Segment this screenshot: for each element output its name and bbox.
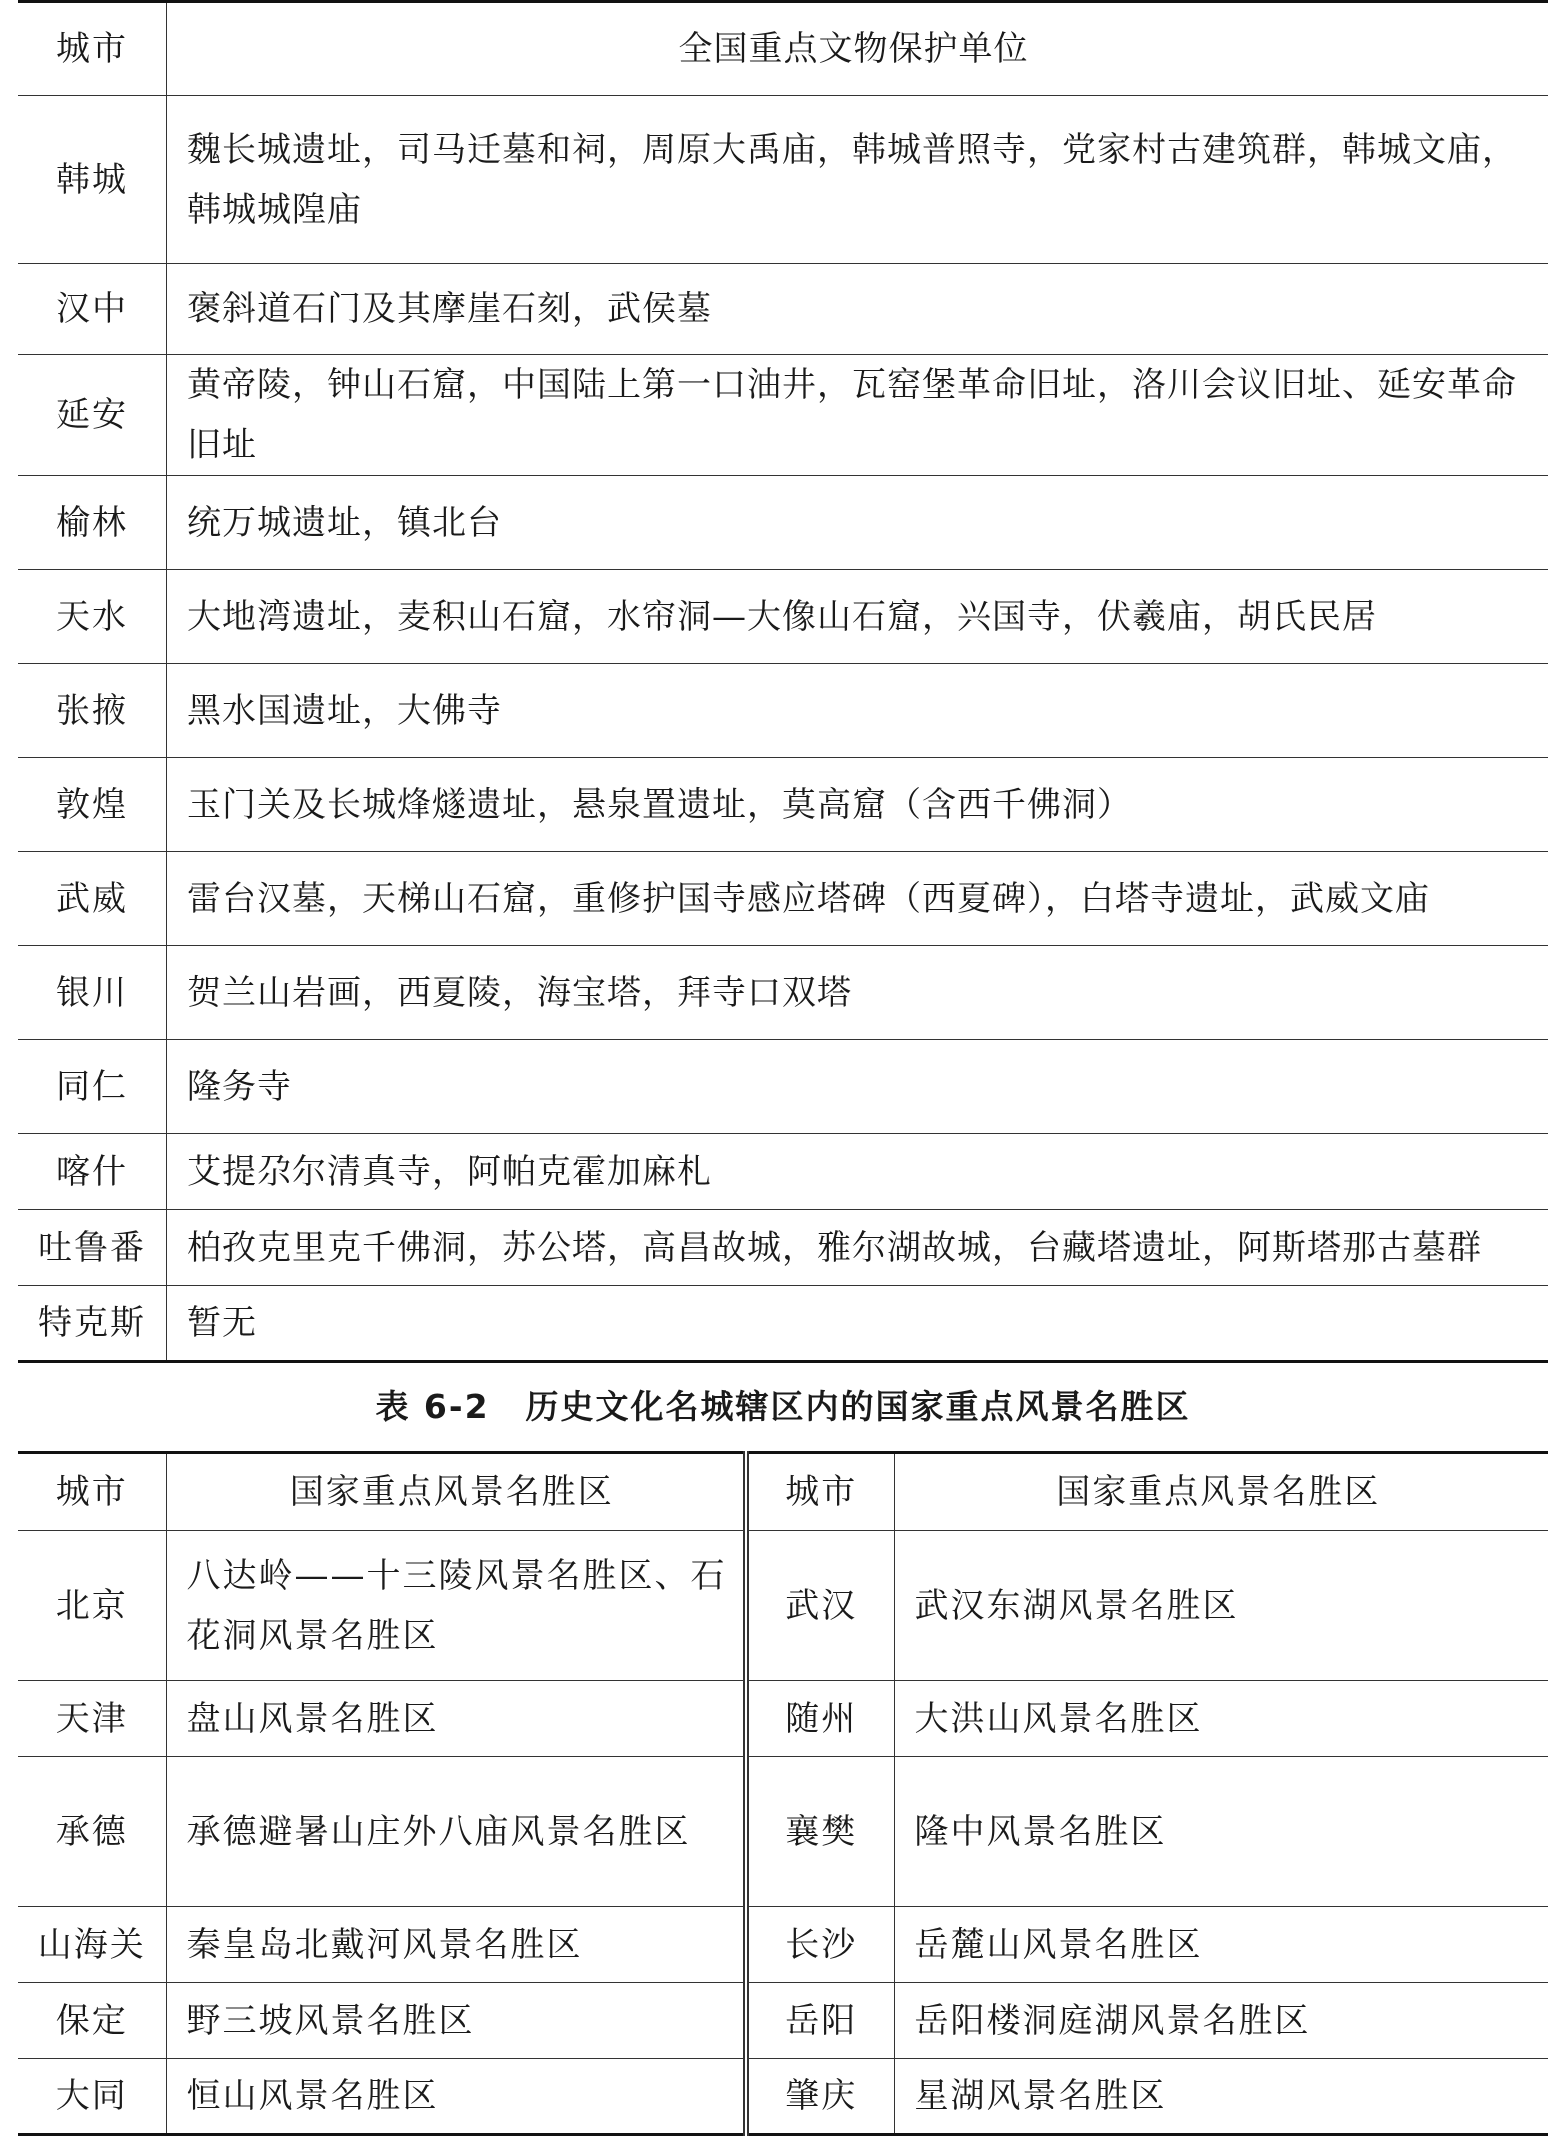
- table-header-row: [18, 2, 1548, 96]
- header-city-right: 城市: [746, 1453, 894, 1531]
- document-page: [18, 0, 1548, 2136]
- table-row: [18, 1134, 1548, 1210]
- city-cell: 随州: [746, 1681, 894, 1757]
- area-cell: 野三坡风景名胜区: [166, 1983, 746, 2059]
- city-cell: 天津: [18, 1681, 166, 1757]
- area-cell: 隆中风景名胜区: [894, 1757, 1548, 1907]
- city-cell: 同仁: [18, 1040, 167, 1134]
- sites-cell: 玉门关及长城烽燧遗址，悬泉置遗址，莫高窟（含西千佛洞）: [167, 758, 1549, 852]
- table-row: [18, 946, 1548, 1040]
- area-cell: 大洪山风景名胜区: [894, 1681, 1548, 1757]
- header-sites: 全国重点文物保护单位: [167, 2, 1549, 96]
- city-cell: 吐鲁番: [18, 1210, 167, 1286]
- city-cell: 喀什: [18, 1134, 167, 1210]
- area-cell: 武汉东湖风景名胜区: [894, 1531, 1548, 1681]
- table-row: [18, 1681, 1548, 1757]
- sites-cell: 暂无: [167, 1286, 1549, 1362]
- area-cell: 承德避暑山庄外八庙风景名胜区: [166, 1757, 746, 1907]
- city-cell: 银川: [18, 946, 167, 1040]
- city-cell: 长沙: [746, 1907, 894, 1983]
- city-cell: 承德: [18, 1757, 166, 1907]
- city-cell: 北京: [18, 1531, 166, 1681]
- city-cell: 敦煌: [18, 758, 167, 852]
- area-cell: 岳阳楼洞庭湖风景名胜区: [894, 1983, 1548, 2059]
- city-cell: 特克斯: [18, 1286, 167, 1362]
- sites-cell: 隆务寺: [167, 1040, 1549, 1134]
- area-cell: 星湖风景名胜区: [894, 2059, 1548, 2135]
- table-row: [18, 1983, 1548, 2059]
- table-row: [18, 264, 1548, 355]
- table-row: [18, 96, 1548, 264]
- sites-cell: 黄帝陵，钟山石窟，中国陆上第一口油井，瓦窑堡革命旧址，洛川会议旧址、延安革命旧址: [167, 355, 1549, 476]
- city-cell: 武汉: [746, 1531, 894, 1681]
- table-row: [18, 570, 1548, 664]
- table-row: [18, 758, 1548, 852]
- header-city-left: 城市: [18, 1453, 166, 1531]
- sites-cell: 统万城遗址，镇北台: [167, 476, 1549, 570]
- table-row: [18, 1907, 1548, 1983]
- area-cell: 岳麓山风景名胜区: [894, 1907, 1548, 1983]
- city-cell: 襄樊: [746, 1757, 894, 1907]
- header-area-right: 国家重点风景名胜区: [894, 1453, 1548, 1531]
- city-cell: 韩城: [18, 96, 167, 264]
- sites-cell: 黑水国遗址，大佛寺: [167, 664, 1549, 758]
- table-row: [18, 2059, 1548, 2135]
- area-cell: 秦皇岛北戴河风景名胜区: [166, 1907, 746, 1983]
- caption-number: 表 6-2: [375, 1387, 490, 1426]
- city-cell: 武威: [18, 852, 167, 946]
- scenic-areas-table: [18, 1451, 1548, 2136]
- table-row: [18, 1210, 1548, 1286]
- area-cell: 八达岭——十三陵风景名胜区、石花洞风景名胜区: [166, 1531, 746, 1681]
- table-row: [18, 355, 1548, 476]
- city-cell: 肇庆: [746, 2059, 894, 2135]
- sites-cell: 柏孜克里克千佛洞，苏公塔，高昌故城，雅尔湖故城，台藏塔遗址，阿斯塔那古墓群: [167, 1210, 1549, 1286]
- sites-cell: 艾提尕尔清真寺，阿帕克霍加麻札: [167, 1134, 1549, 1210]
- table-caption: [18, 1363, 1548, 1451]
- area-cell: 恒山风景名胜区: [166, 2059, 746, 2135]
- sites-cell: 雷台汉墓，天梯山石窟，重修护国寺感应塔碑（西夏碑），白塔寺遗址，武威文庙: [167, 852, 1549, 946]
- city-cell: 山海关: [18, 1907, 166, 1983]
- heritage-sites-table: [18, 0, 1548, 1363]
- sites-cell: 魏长城遗址，司马迁墓和祠，周原大禹庙，韩城普照寺，党家村古建筑群，韩城文庙，韩城城隍庙: [167, 96, 1549, 264]
- sites-cell: 贺兰山岩画，西夏陵，海宝塔，拜寺口双塔: [167, 946, 1549, 1040]
- city-cell: 榆林: [18, 476, 167, 570]
- table-row: [18, 1531, 1548, 1681]
- area-cell: 盘山风景名胜区: [166, 1681, 746, 1757]
- table-header-row: [18, 1453, 1548, 1531]
- sites-cell: 褒斜道石门及其摩崖石刻，武侯墓: [167, 264, 1549, 355]
- table-row: [18, 1757, 1548, 1907]
- table-row: [18, 1286, 1548, 1362]
- table-row: [18, 852, 1548, 946]
- city-cell: 张掖: [18, 664, 167, 758]
- city-cell: 保定: [18, 1983, 166, 2059]
- table-row: [18, 1040, 1548, 1134]
- header-city: 城市: [18, 2, 167, 96]
- city-cell: 延安: [18, 355, 167, 476]
- city-cell: 大同: [18, 2059, 166, 2135]
- sites-cell: 大地湾遗址，麦积山石窟，水帘洞—大像山石窟，兴国寺，伏羲庙，胡氏民居: [167, 570, 1549, 664]
- city-cell: 岳阳: [746, 1983, 894, 2059]
- header-area-left: 国家重点风景名胜区: [166, 1453, 746, 1531]
- caption-title: 历史文化名城辖区内的国家重点风景名胜区: [525, 1387, 1191, 1426]
- city-cell: 汉中: [18, 264, 167, 355]
- city-cell: 天水: [18, 570, 167, 664]
- table-row: [18, 664, 1548, 758]
- table-row: [18, 476, 1548, 570]
